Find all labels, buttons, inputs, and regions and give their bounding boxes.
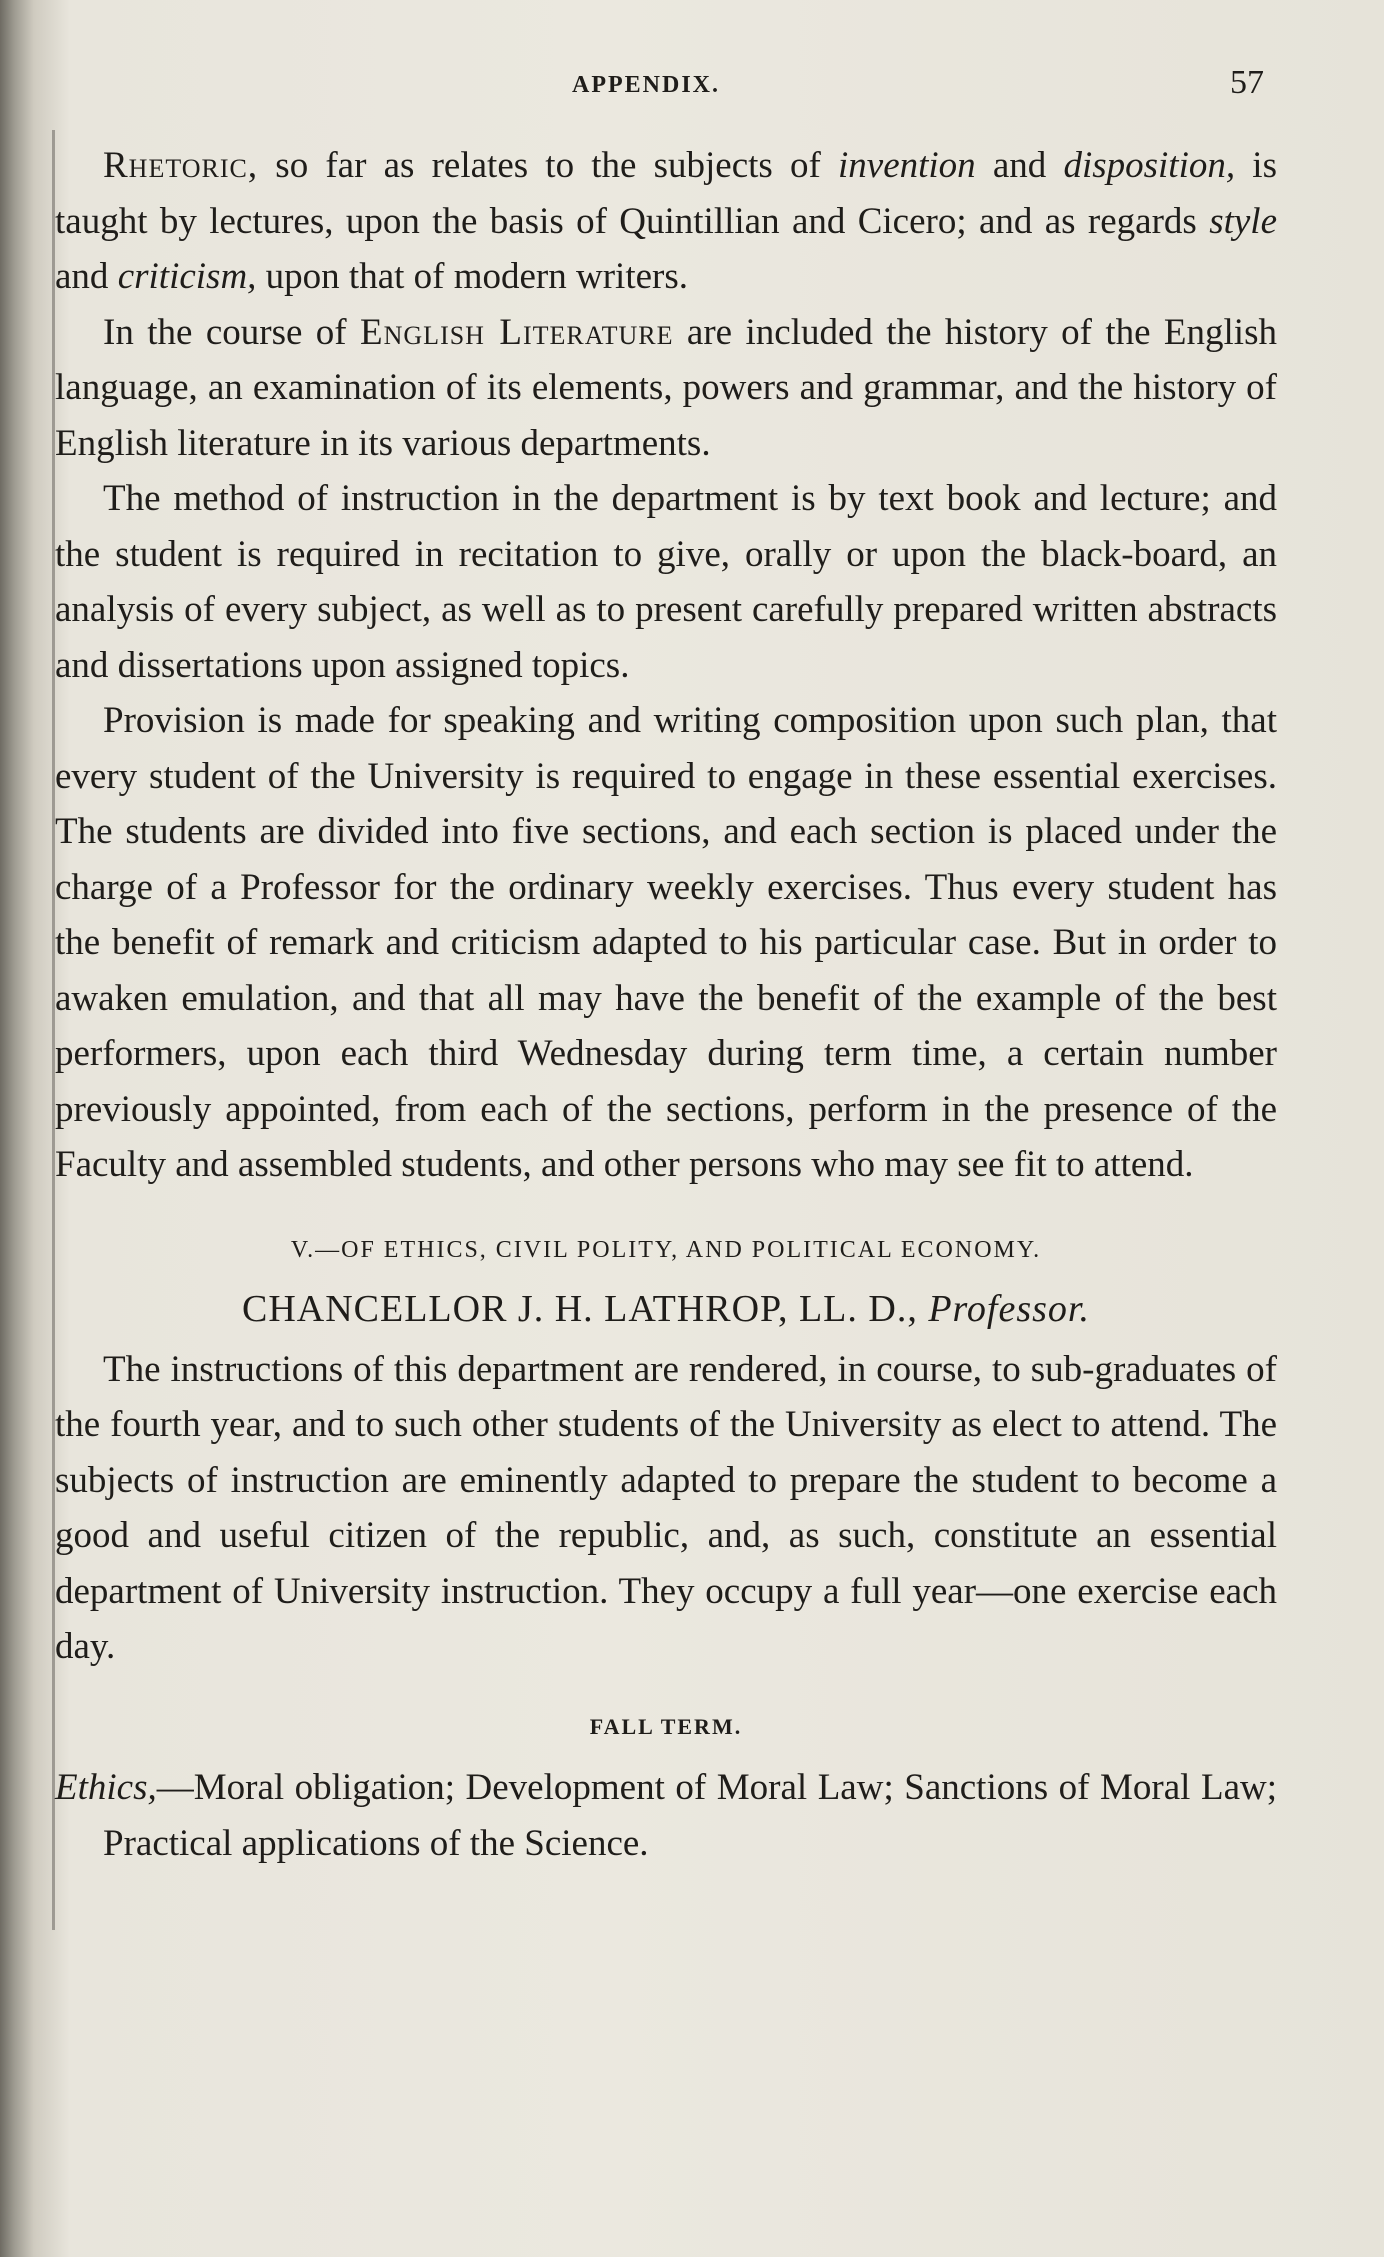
method-paragraph: The method of instruction in the department is by text book and lecture; and the student is required in recitation to give, orally or upon the black-board, an analysis of every subject, as well as to present carefully prepared written abstracts and dissertations upon assigned topics. — [55, 478, 1277, 686]
text-run: and — [55, 256, 118, 297]
professor-line — [55, 1282, 1277, 1338]
rhetoric-lead: Rhetoric, — [103, 145, 259, 186]
fall-term-heading: FALL TERM. — [589, 1713, 743, 1739]
professor-title: Professor. — [928, 1288, 1091, 1330]
ethics-text: —Moral obligation; Development of Moral Law; Sanctions of Moral Law; Practical applications of the Science. — [103, 1767, 1277, 1864]
invention-term: invention — [838, 145, 976, 186]
disposition-term: disposition, — [1063, 145, 1236, 186]
page-header — [0, 62, 1384, 112]
provision-paragraph: Provision is made for speaking and writing composition upon such plan, that every student of the University is required to engage in these essential exercises. The students are divided into five sections, and each section is placed under the charge of a Professor for the ordinary weekly exercises. Thus every student has the benefit of remark and criticism adapted to his particular case. But in order to awaken emulation, and that all may have the benefit of the example of the best performers, upon each third Wednesday during term time, a certain number previously appointed, from each of the sections, perform in the presence of the Faculty and assembled students, and other persons who may see fit to attend. — [55, 700, 1277, 1185]
text-run: and — [975, 145, 1064, 186]
text-run: is taught by lectures, upon the basis of Quintillian and Cicero; and as regards — [55, 145, 1277, 242]
running-head: APPENDIX. — [572, 72, 720, 98]
text-run: In the course of — [103, 311, 361, 353]
professor-name: CHANCELLOR J. H. LATHROP, LL. D., — [241, 1288, 929, 1330]
ethics-lead: Ethics, — [55, 1767, 157, 1808]
ethics-department-paragraph: The instructions of this department are rendered, in course, to sub-graduates of the fourth year, and to such other students of the University as elect to attend. The subjects of instruction are eminently adapted to prepare the student to become a good and useful citizen of the republic, and, as such, constitute an essential department of University instruction. They occupy a full year—one exercise each day. — [55, 1348, 1277, 1667]
page-body — [55, 138, 1277, 1871]
english-literature-paragraph — [55, 305, 1277, 472]
criticism-term: criticism, — [117, 256, 257, 297]
text-run: so far as relates to the subjects of — [258, 145, 838, 186]
text-run: are included the history of the English language, an examination of its elements, powers and grammar, and the history of English literature in its various departments. — [55, 311, 1277, 464]
text-run: upon that of modern writers. — [256, 256, 688, 297]
style-term: style — [1209, 200, 1277, 242]
ethics-entry — [55, 1760, 1277, 1871]
section-v-heading: V.—OF ETHICS, CIVIL POLITY, AND POLITICAL ECONOMY. — [290, 1236, 1042, 1263]
rhetoric-paragraph — [55, 138, 1277, 305]
page-number: 57 — [1230, 64, 1264, 101]
english-literature-lead: English Literature — [360, 311, 674, 353]
